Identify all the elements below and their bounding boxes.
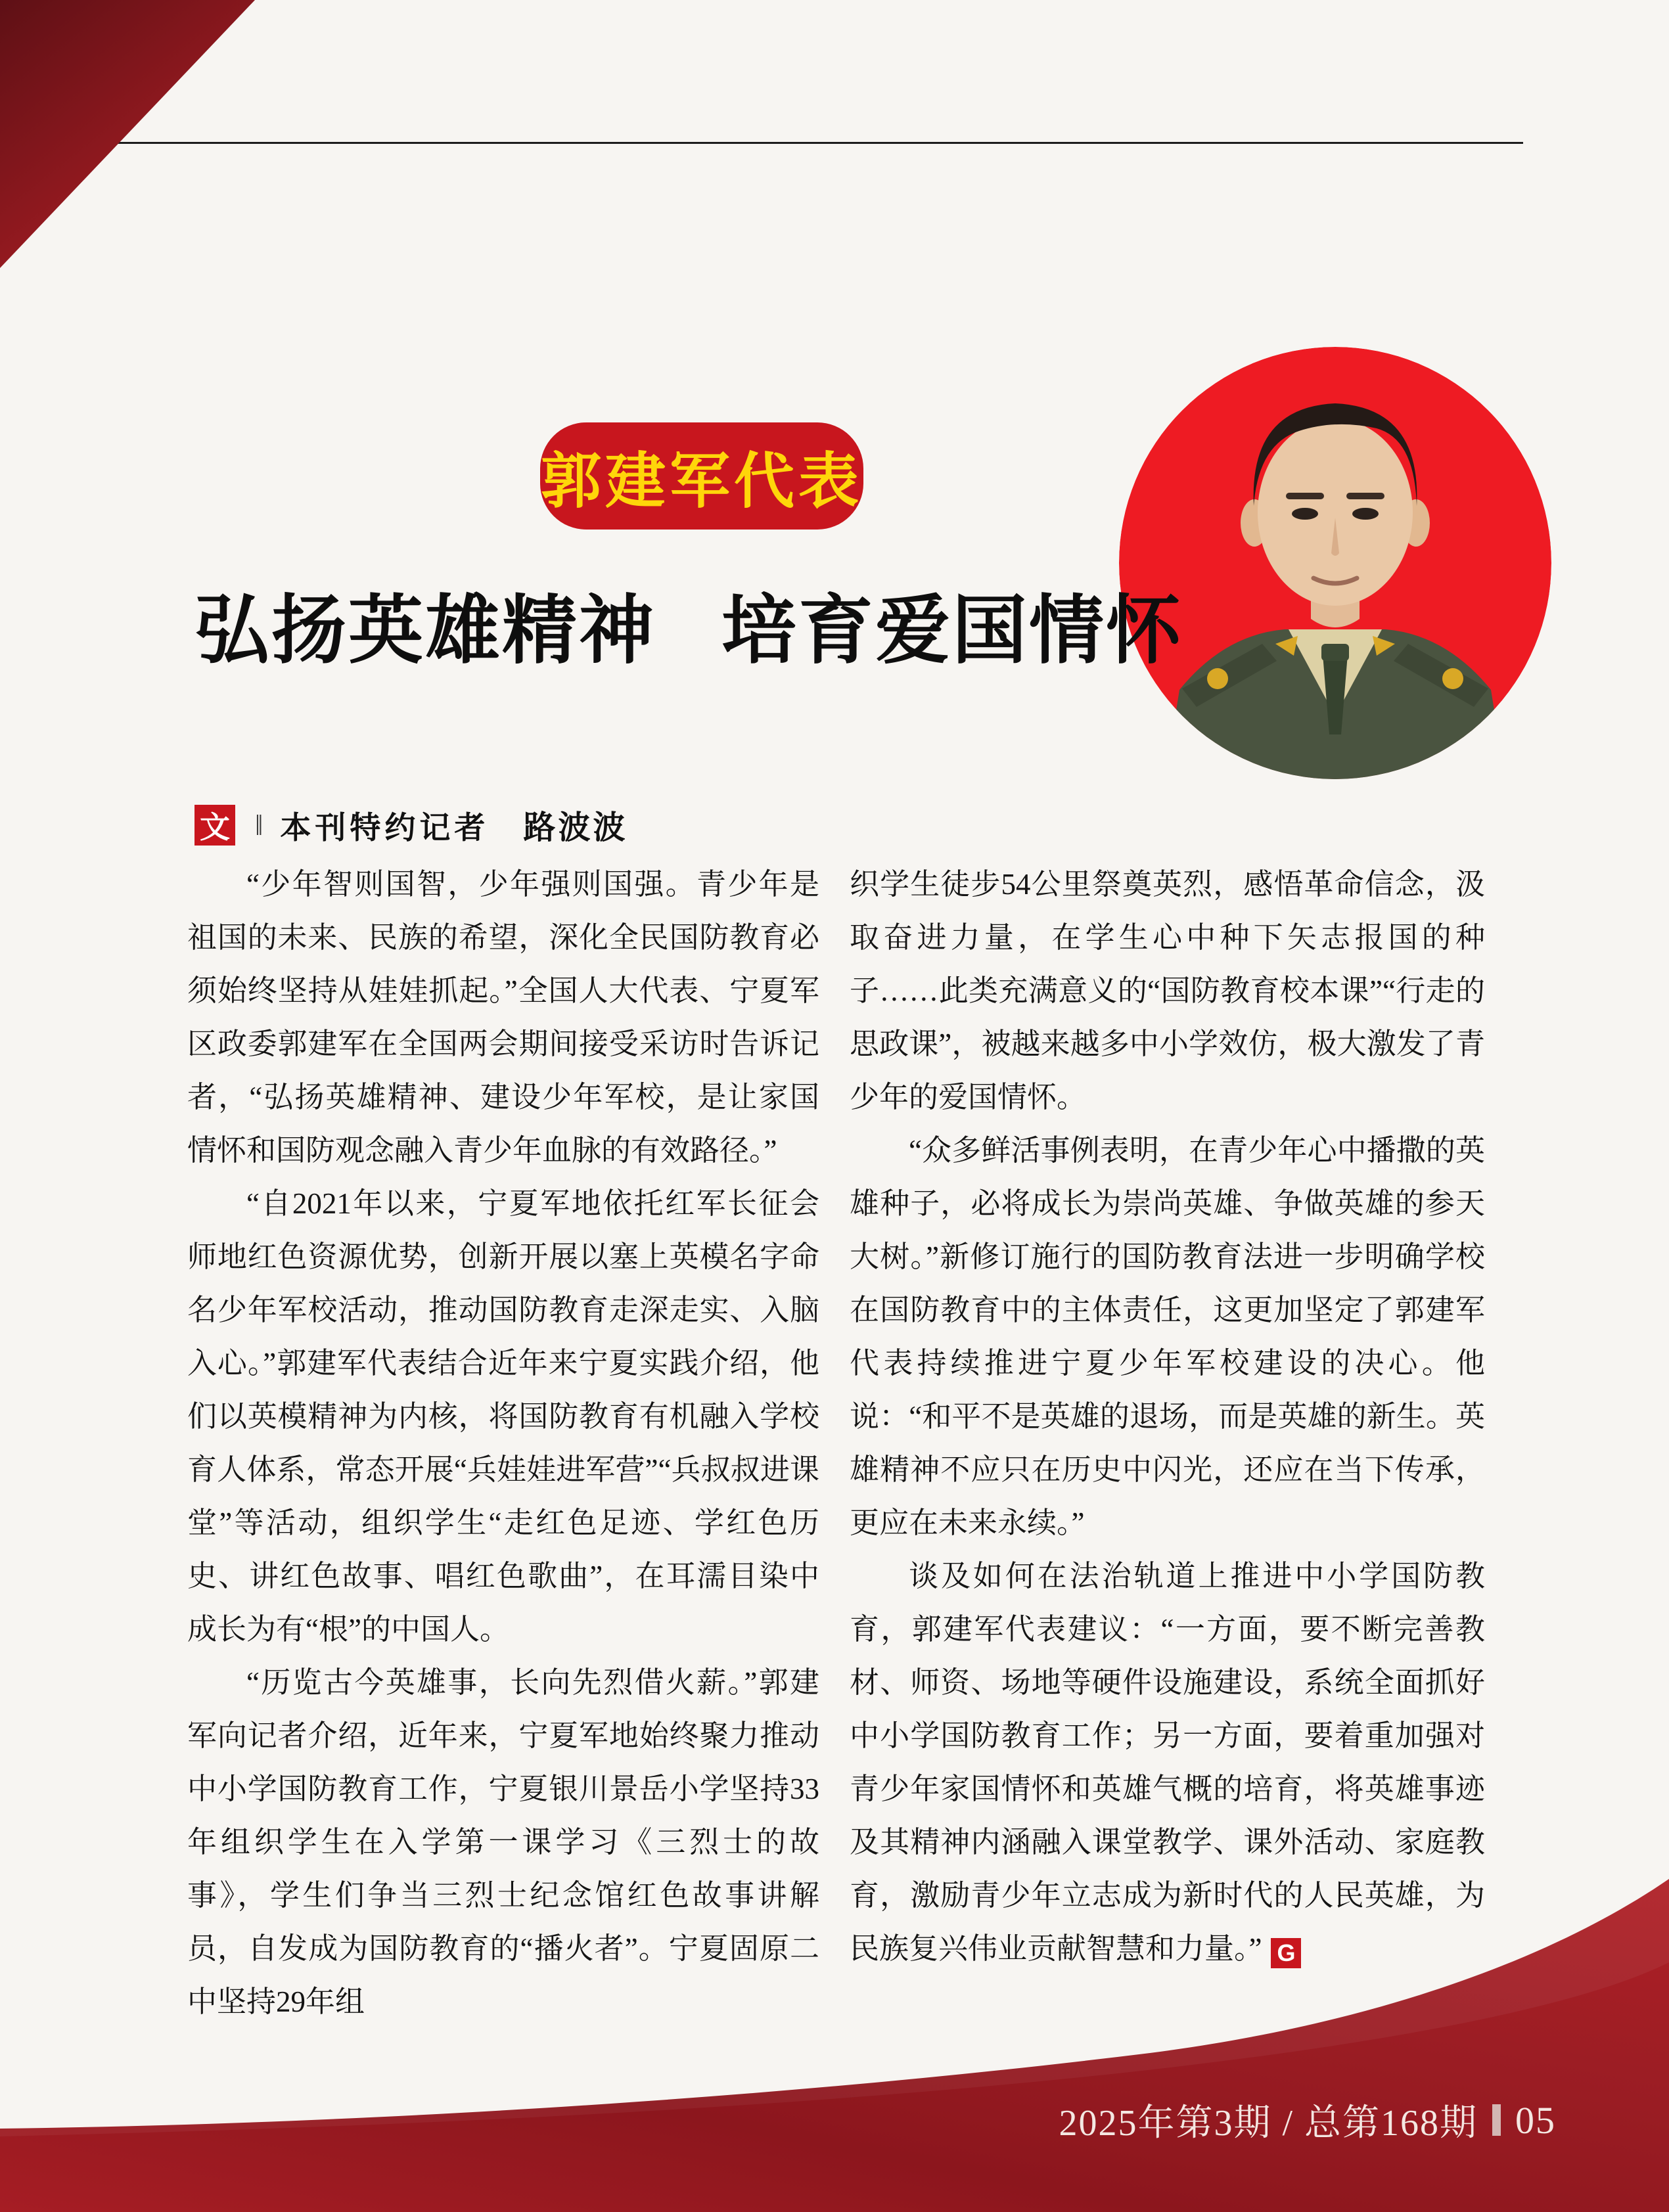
footer-separator-bar — [1492, 2104, 1501, 2136]
paragraph — [850, 1124, 1485, 1550]
top-left-red-corner-decoration — [0, 0, 276, 282]
paragraph — [850, 858, 1485, 1124]
paragraph — [187, 858, 819, 1177]
paragraph — [187, 1177, 819, 1656]
representative-badge-label: 郭建军代表 — [540, 447, 863, 515]
byline-separator: ‖ — [255, 809, 263, 842]
paragraph-text: “少年智则国智，少年强则国强。青少年是祖国的未来、民族的希望，深化全民国防教育必须始终坚持从娃娃抓起。”全国人大代表、宁夏军区政委郭建军在全国两会期间接受采访时告诉记者，“弘扬英雄精神、建设少年军校，是让家国情怀和国防观念融入青少年血脉的有效路径。” — [187, 868, 819, 1167]
article-headline — [194, 570, 1183, 678]
footer-issue-info: 2025年第3期 / 总第168期 — [1059, 2103, 1478, 2144]
article-end-icon: G — [1271, 1938, 1301, 1968]
footer-page-number: 05 — [1515, 2098, 1556, 2142]
article-wen-label-icon — [194, 805, 235, 846]
representative-badge — [540, 422, 863, 530]
paragraph-text: “历览古今英雄事，长向先烈借火薪。”郭建军向记者介绍，近年来，宁夏军地始终聚力推动中小学国防教育工作，宁夏银川景岳小学坚持33年组织学生在入学第一课学习《三烈士的故事》，学生们争当三烈士纪念馆红色故事讲解员，自发成为国防教育的“播火者”。宁夏固原二中坚持29年组 — [187, 1666, 819, 2018]
paragraph-text: 谈及如何在法治轨道上推进中小学国防教育，郭建军代表建议：“一方面，要不断完善教材、师资、场地等硬件设施建设，系统全面抓好中小学国防教育工作；另一方面，要着重加强对青少年家国情怀和英雄气概的培育，将英雄事迹及其精神内涵融入课堂教学、课外活动、家庭教育，激励青少年立志成为新时代的人民英雄，为民族复兴伟业贡献智慧和力量。” — [850, 1560, 1485, 1965]
headline-part-2: 培育爱国情怀 — [721, 589, 1183, 673]
byline — [194, 804, 628, 846]
wen-character: 文 — [200, 811, 230, 844]
paragraph-text: 织学生徒步54公里祭奠英烈，感悟革命信念，汲取奋进力量，在学生心中种下矢志报国的种子……此类充满意义的“国防教育校本课”“行走的思政课”，被越来越多中小学效仿，极大激发了青少年的爱国情怀。 — [850, 868, 1485, 1114]
bottom-red-wave-decoration — [0, 1805, 1669, 2212]
footer — [1059, 2097, 1556, 2143]
paragraph-text: “众多鲜活事例表明，在青少年心中播撒的英雄种子，必将成长为崇尚英雄、争做英雄的参天大树。”新修订施行的国防教育法进一步明确学校在国防教育中的主体责任，这更加坚定了郭建军代表持续推进宁夏少年军校建设的决心。他说：“和平不是英雄的退场，而是英雄的新生。英雄精神不应只在历史中闪光，还应在当下传承，更应在未来永续。” — [850, 1134, 1485, 1539]
byline-author: 路波波 — [523, 810, 628, 846]
portrait-photo — [1119, 347, 1551, 779]
byline-role: 本刊特约记者 — [280, 811, 490, 846]
paragraph-text: “自2021年以来，宁夏军地依托红军长征会师地红色资源优势，创新开展以塞上英模名字命名少年军校活动，推动国防教育走深走实、入脑入心。”郭建军代表结合近年来宁夏实践介绍，他们以英模精神为内核，将国防教育有机融入学校育人体系，常态开展“兵娃娃进军营”“兵叔叔进课堂”等活动，组织学生“走红色足迹、学红色历史、讲红色故事、唱红色歌曲”，在耳濡目染中成长为有“根”的中国人。 — [187, 1187, 819, 1646]
headline-part-1: 弘扬英雄精神 — [194, 589, 656, 673]
